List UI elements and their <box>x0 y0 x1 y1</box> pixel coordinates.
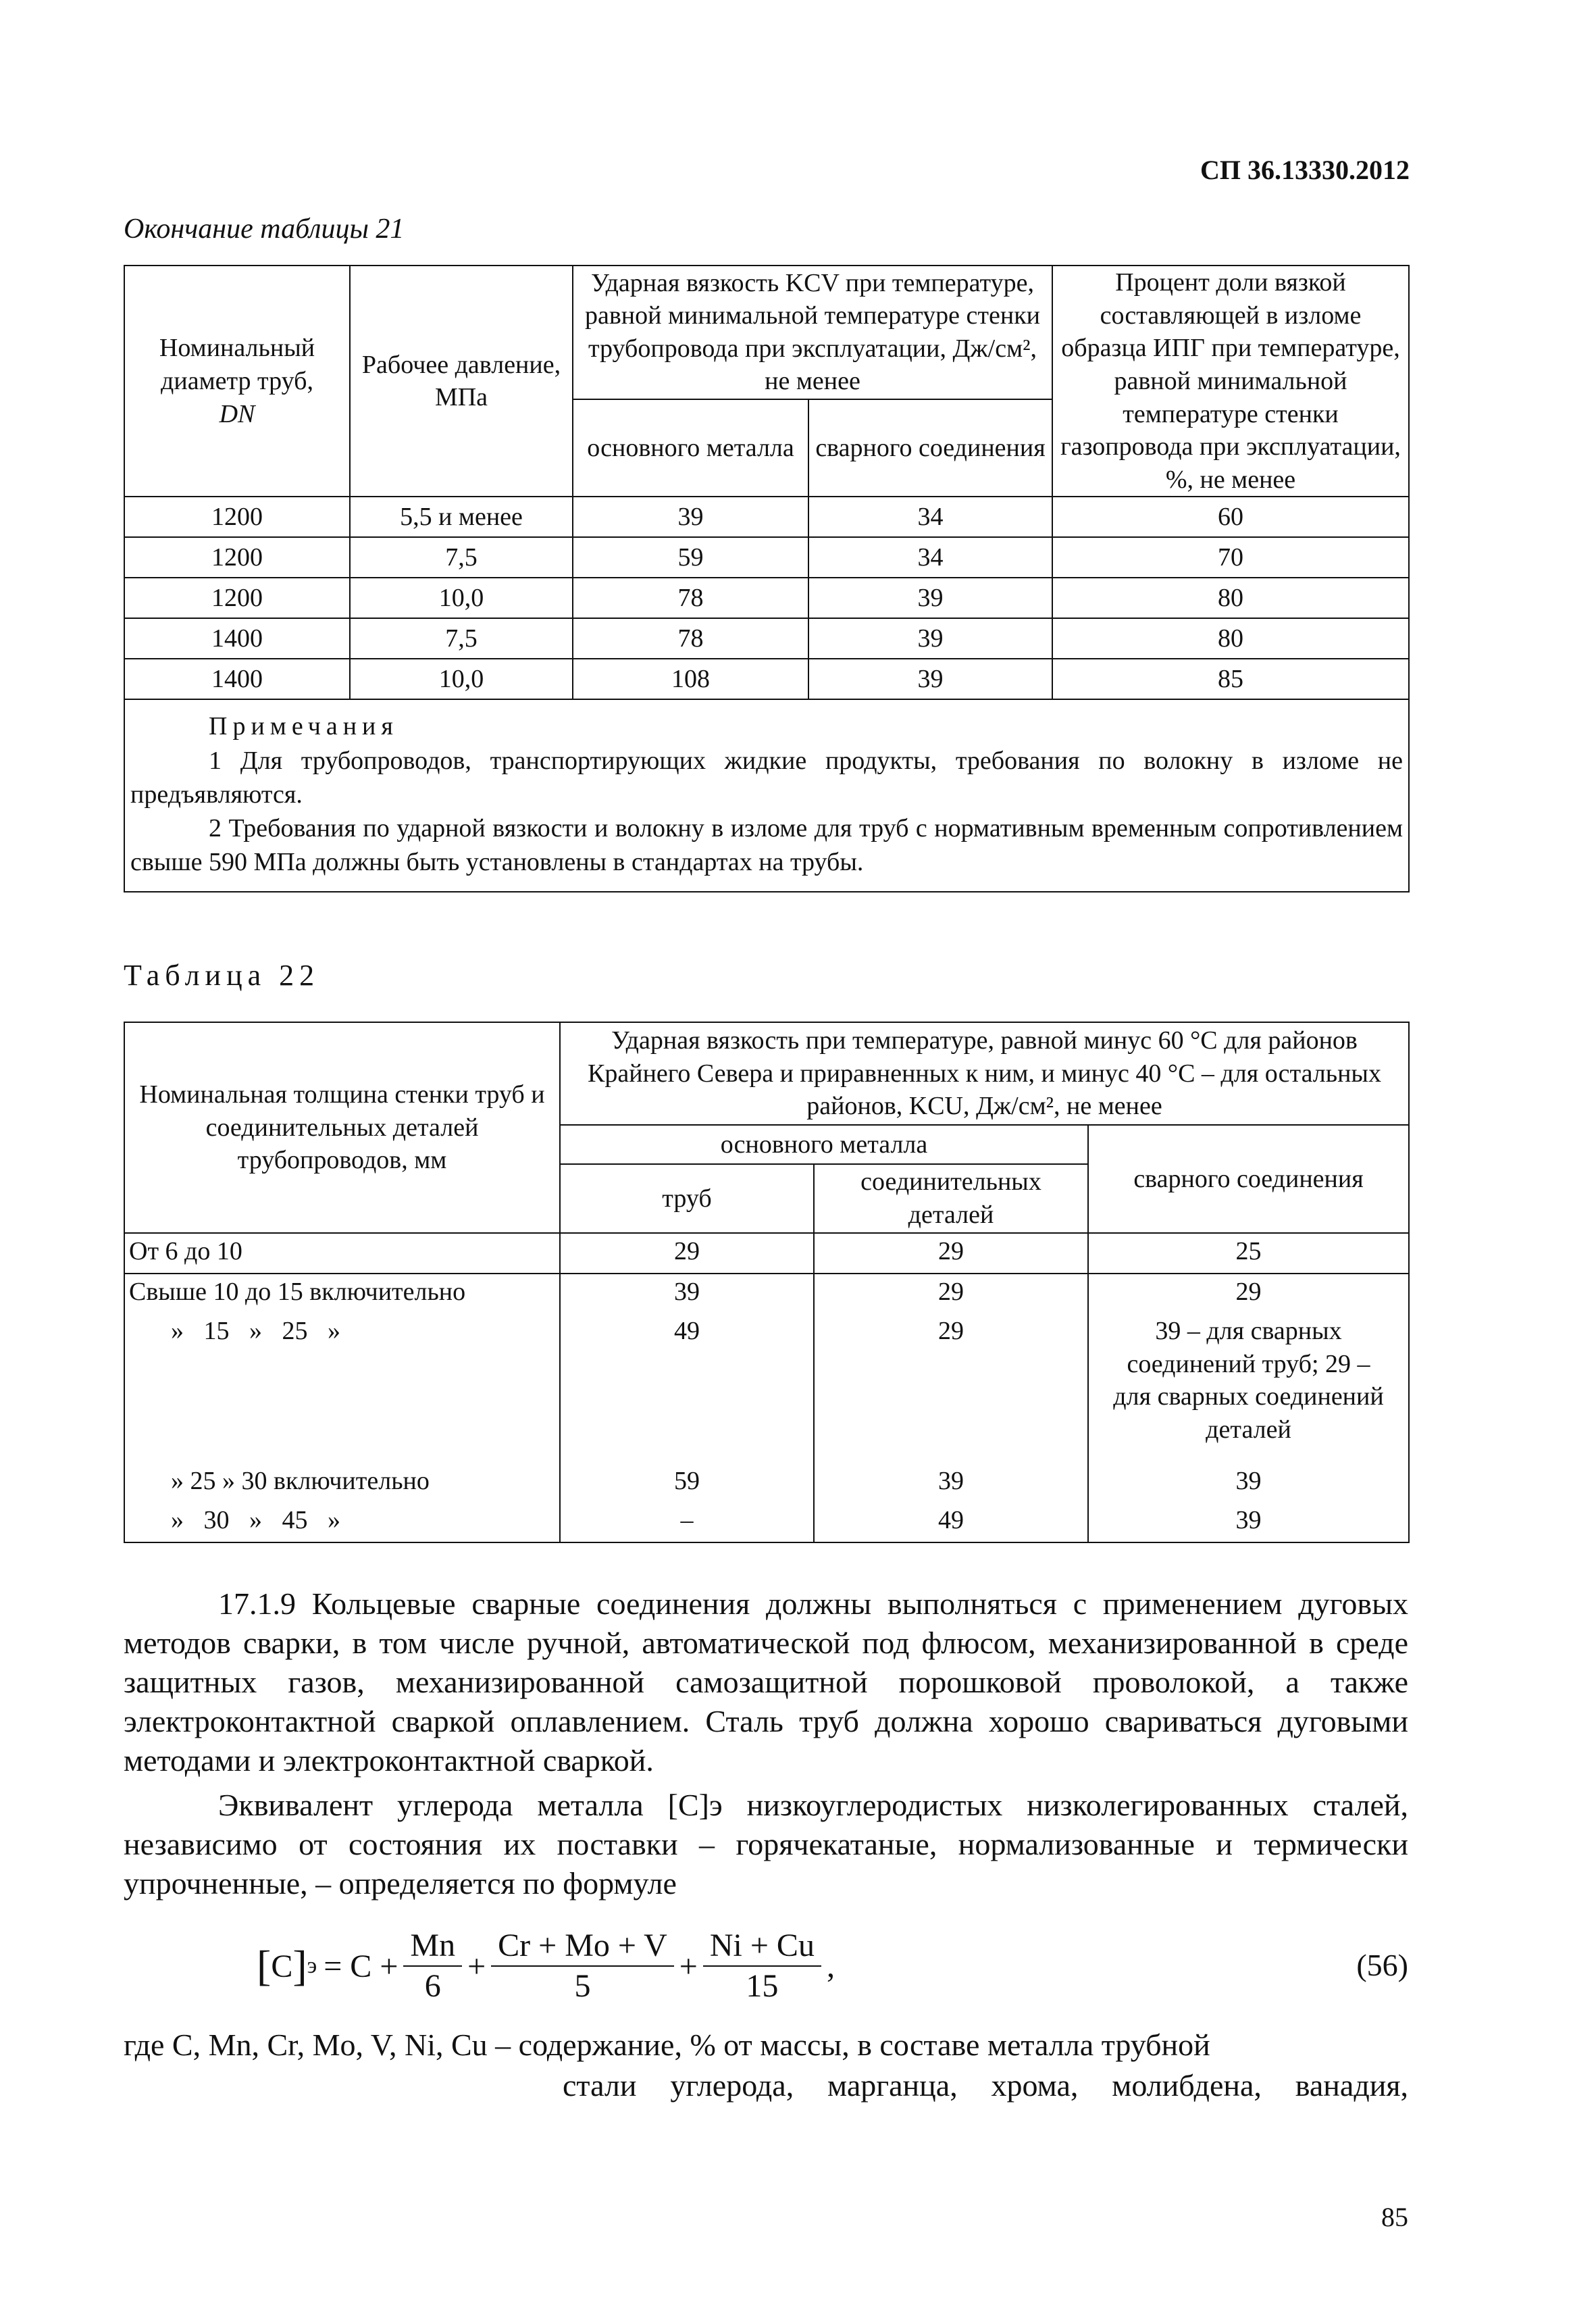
header-kcu-group: Ударная вязкость при температуре, равной минус 60 °С для районов Крайнего Севера и приравненных к ним, и минус 40 °С – для остальных районов, KCU, Дж/см², не менее <box>560 1022 1409 1125</box>
where-clause: где C, Mn, Cr, Mo, V, Ni, Cu – содержание, % от массы, в составе металла трубной <box>124 2028 1210 2062</box>
header-fracture-percent: Процент доли вязкой составляющей в изломе образца ИПГ при температуре, равной минимальной температуре стенки газопровода при эксплуатации, %, не менее <box>1052 266 1409 497</box>
table21-notes <box>124 699 1409 892</box>
formula-bracket-open: [ <box>257 1942 272 1990</box>
document-code: СП 36.13330.2012 <box>1200 155 1410 185</box>
header-pressure: Рабочее давление, МПа <box>350 266 573 497</box>
table-22 <box>124 1022 1410 1543</box>
paragraph-carbon-equivalent: Эквивалент углерода металла [C]э низкоуглеродистых низколегированных сталей, независимо от состояния их поставки – горячекатаные, нормализованные и термически упрочненные, – определяется по формуле <box>124 1788 1408 1901</box>
table-row: » 15 » 25 » 49 29 39 – для сварных соединений труб; 29 – для сварных соединений деталей <box>124 1313 1409 1463</box>
table-row: 1400 7,5 78 39 80 <box>124 618 1409 659</box>
note-item: 2 Требования по ударной вязкости и волокну в изломе для труб с нормативным временным сопротивлением свыше 590 МПа должны быть установлены в стандартах на трубы. <box>130 813 1403 876</box>
table21-caption: Окончание таблицы 21 <box>124 213 405 245</box>
table-row: Свыше 10 до 15 включительно 39 29 29 <box>124 1274 1409 1313</box>
table-row: » 30 » 45 » – 49 39 <box>124 1503 1409 1542</box>
table-row: 1400 10,0 108 39 85 <box>124 659 1409 699</box>
header-weld: сварного соединения <box>1088 1125 1409 1233</box>
table-row: » 25 » 30 включительно 59 39 39 <box>124 1463 1409 1503</box>
paragraph-17-1-9: 17.1.9 Кольцевые сварные соединения должны выполняться с применением дуговых методов сварки, в том числе ручной, автоматической под флюсом, механизированной в среде защитных газов, механизированной самозащитной порошковой проволокой, а также электроконтактной сваркой оплавлением. Сталь труб должна хорошо свариваться дуговыми методами и электроконтактной сваркой. <box>124 1586 1408 1778</box>
formula-fraction: $\frac{Cr + Mo + V}{5}$ <box>491 1926 674 2006</box>
formula-fraction: $\frac{Mn}{6}$ <box>403 1926 462 2006</box>
header-diameter: Номинальный диаметр труб, DN <box>124 266 350 497</box>
header-kcv-group: Ударная вязкость KCV при температуре, равной минимальной температуре стенки трубопровода при эксплуатации, Дж/см², не менее <box>573 266 1052 399</box>
formula-bracket-close: ] <box>292 1942 307 1990</box>
header-thickness: Номинальная толщина стенки труб и соединительных деталей трубопроводов, мм <box>124 1022 560 1233</box>
formula-fraction: $\frac{Ni + Cu}{15}$ <box>703 1926 821 2006</box>
note-item: 1 Для трубопроводов, транспортирующих жидкие продукты, требования по волокну в изломе не предъявляются. <box>130 746 1403 809</box>
where-clause-continuation: стали углерода, марганца, хрома, молибдена, ванадия, <box>563 2068 1408 2103</box>
table-row: 1200 5,5 и менее 39 34 60 <box>124 497 1409 537</box>
equation-number: (56) <box>1356 1948 1408 1982</box>
header-base-metal: основного металла <box>560 1125 1088 1164</box>
table-21 <box>124 265 1410 892</box>
formula-subscript: э <box>307 1953 317 1978</box>
formula-56: [ C ] э = C + $\frac{Mn}{6}$ + $\frac{Cr + Mo + V}{5}$ + $\frac{Ni + Cu}{15}$ , <box>257 1919 835 2013</box>
table-row: 1200 10,0 78 39 80 <box>124 578 1409 618</box>
header-pipes: труб <box>560 1164 814 1233</box>
page-number: 85 <box>1381 2202 1408 2232</box>
table22-caption: Таблица 22 <box>124 959 320 992</box>
table-row: От 6 до 10 29 29 25 <box>124 1233 1409 1274</box>
table-row: 1200 7,5 59 34 70 <box>124 537 1409 578</box>
header-base-metal: основного металла <box>573 399 808 497</box>
formula-lhs-symbol: C <box>271 1948 293 1984</box>
formula-equals: = C + <box>324 1948 398 1984</box>
notes-title: Примечания <box>209 712 398 741</box>
header-fittings: соединительных деталей <box>814 1164 1088 1233</box>
header-weld: сварного соединения <box>808 399 1052 497</box>
